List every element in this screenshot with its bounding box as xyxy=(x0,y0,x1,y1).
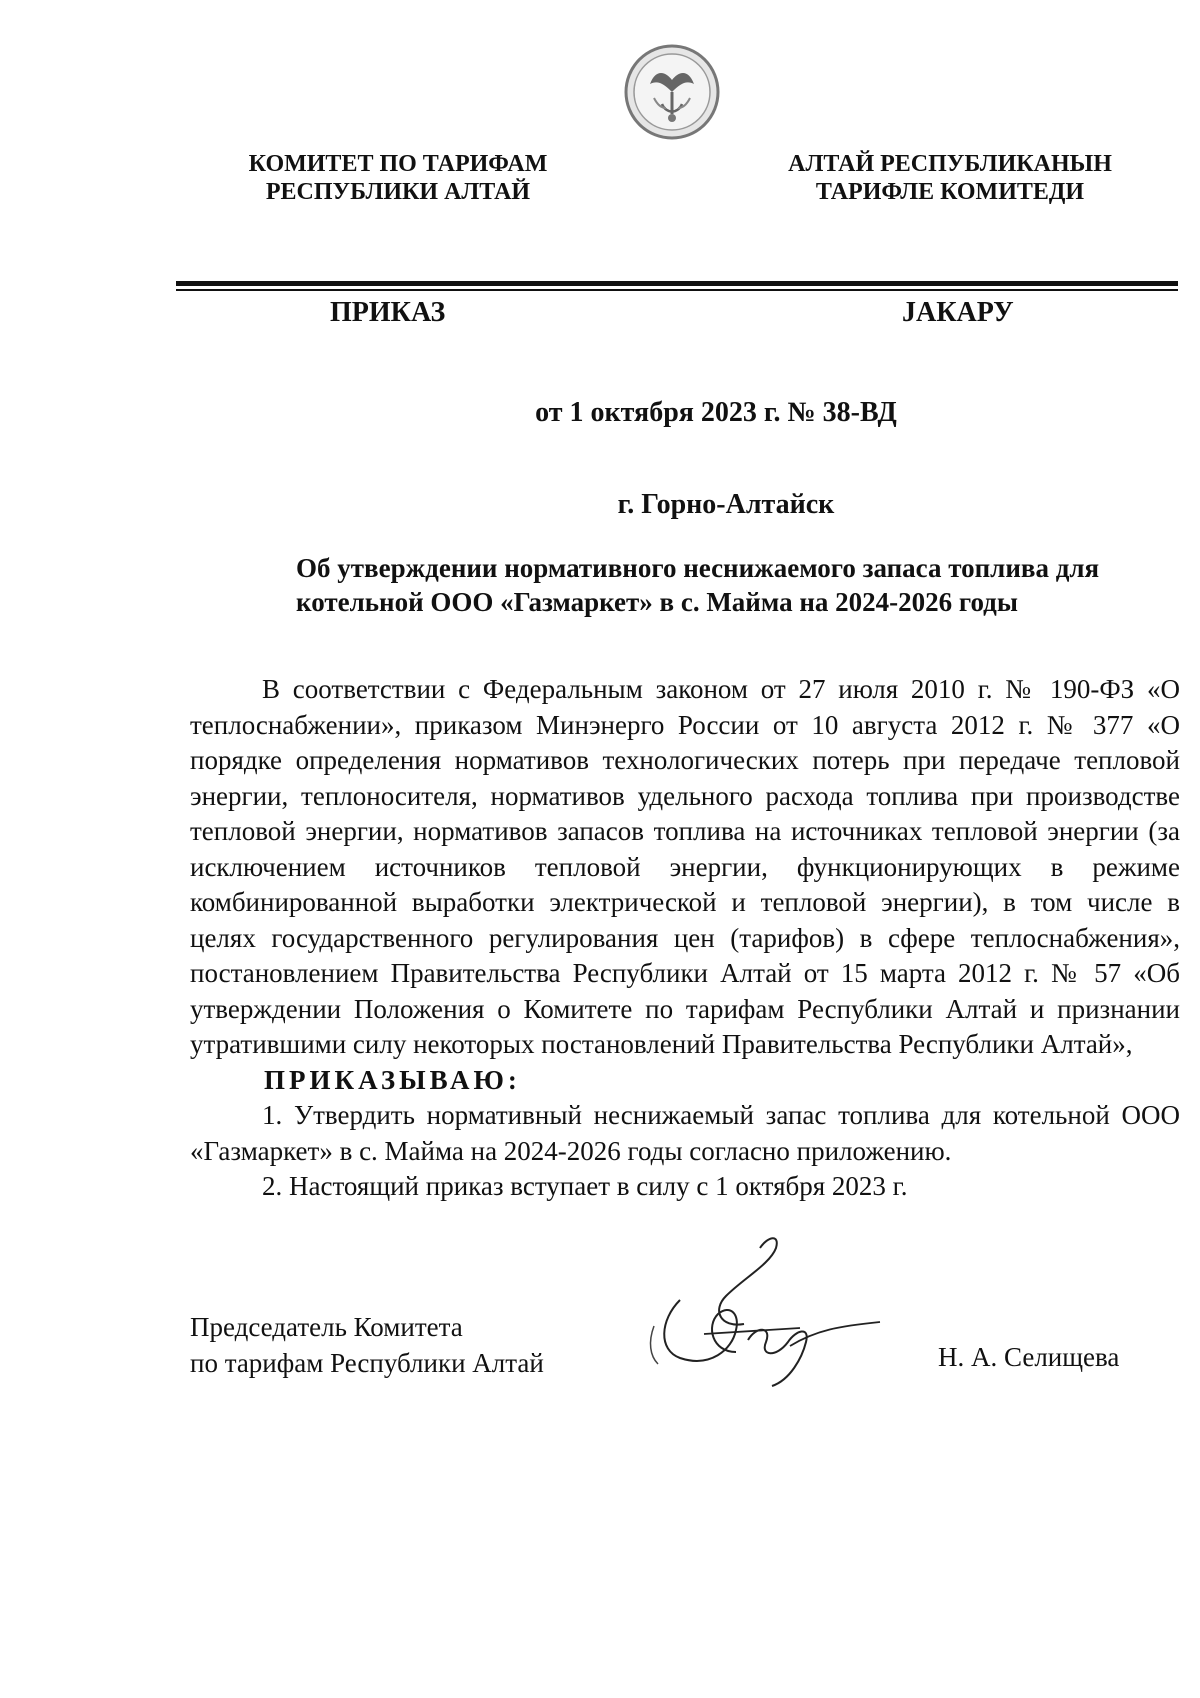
header-right-line1: АЛТАЙ РЕСПУБЛИКАНЫН xyxy=(788,151,1112,177)
title-line-1: Об утверждении нормативного неснижаемого запаса топлива для xyxy=(296,553,1100,583)
document-title xyxy=(296,551,1146,619)
signatory-name: Н. А. Селищева xyxy=(938,1342,1120,1372)
preamble-paragraph: В соответствии с Федеральным законом от 27 июля 2010 г. № 190-ФЗ «О теплоснабжении», приказом Минэнерго России от 10 августа 2012 г. № 377 «О порядке определения нормативов технологических потерь при передаче тепловой энергии, теплоносителя, нормативов удельного расхода топлива при производстве тепловой энергии, нормативов запасов топлива на источниках тепловой энергии (за исключением источников тепловой энергии, функционирующих в режиме комбинированной выработки электрической и тепловой энергии), в том числе в целях государственного регулирования цен (тарифов) в сфере теплоснабжения», постановлением Правительства Республики Алтай от 15 марта 2012 г. № 57 «Об утверждении Положения о Комитете по тарифам Республики Алтай и признании утратившими силу некоторых постановлений Правительства Республики Алтай», xyxy=(190,674,1180,1059)
document-body xyxy=(190,672,1180,1205)
header-divider-thick xyxy=(176,281,1178,286)
title-line-2: котельной ООО «Газмаркет» в с. Майма на 2024-2026 годы xyxy=(296,587,1018,617)
order-item-2: 2. Настоящий приказ вступает в силу с 1 октября 2023 г. xyxy=(262,1171,908,1201)
header-left-line1: КОМИТЕТ ПО ТАРИФАМ xyxy=(248,151,548,177)
order-date-number: от 1 октября 2023 г. № 38-ВД xyxy=(535,397,897,428)
signatory-title-line1: Председатель Комитета xyxy=(190,1312,463,1342)
order-label-ru: ПРИКАЗ xyxy=(330,297,446,328)
order-label-altai: JАКАРУ xyxy=(902,297,1014,328)
header-divider-thin xyxy=(176,289,1178,291)
header-committee-altai xyxy=(770,150,1130,206)
coat-of-arms-emblem xyxy=(622,42,722,142)
signatory-title xyxy=(190,1309,544,1381)
order-city: г. Горно-Алтайск xyxy=(617,489,835,520)
header-right-line2: ТАРИФЛЕ КОМИТЕДИ xyxy=(815,179,1085,205)
signatory-title-line2: по тарифам Республики Алтай xyxy=(190,1348,544,1378)
header-committee-ru xyxy=(218,150,578,206)
command-word: ПРИКАЗЫВАЮ: xyxy=(264,1064,521,1095)
handwritten-signature xyxy=(640,1230,900,1390)
header-left-line2: РЕСПУБЛИКИ АЛТАЙ xyxy=(265,179,531,205)
order-item-1: 1. Утвердить нормативный неснижаемый запас топлива для котельной ООО «Газмаркет» в с. Майма на 2024-2026 годы согласно приложению. xyxy=(190,1100,1180,1166)
